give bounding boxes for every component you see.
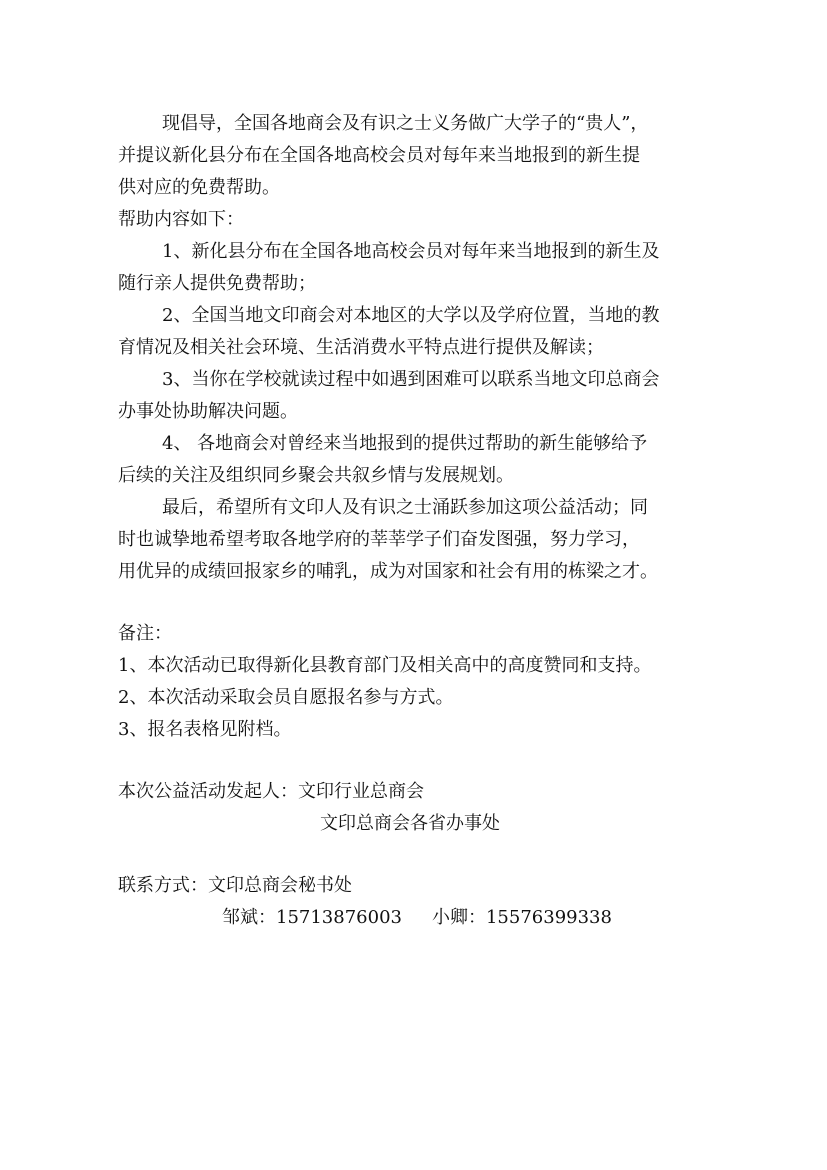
note-1: 1、本次活动已取得新化县教育部门及相关高中的高度赞同和支持。: [118, 655, 652, 676]
spacer: [118, 746, 708, 776]
contact-line-1: 联系方式：文印总商会秘书处: [118, 875, 352, 896]
help-item-2-line-2: 育情况及相关社会环境、生活消费水平特点进行提供及解读；: [118, 337, 604, 358]
help-item-3-line-1: 3、当你在学校就读过程中如遇到困难可以联系当地文印总商会: [162, 369, 660, 390]
help-item-4-line-2: 后续的关注及组织同乡聚会共叙乡情与发展规划。: [118, 465, 514, 486]
closing-line-2: 时也诚挚地希望考取各地学府的莘莘学子们奋发图强，努力学习，: [118, 529, 640, 550]
help-item-3-line-2: 办事处协助解决问题。: [118, 401, 298, 422]
intro-line-1: 现倡导，全国各地商会及有识之士义务做广大学子的“贵人”，: [162, 113, 649, 134]
help-item-1-line-1: 1、新化县分布在全国各地高校会员对每年来当地报到的新生及: [162, 241, 660, 262]
contact-person-2: 小卿：15576399338: [431, 907, 612, 928]
note-2: 2、本次活动采取会员自愿报名参与方式。: [118, 687, 454, 708]
spacer: [118, 588, 708, 618]
help-item-4-line-1: 4、 各地商会对曾经来当地报到的提供过帮助的新生能够给予: [162, 433, 648, 454]
contact-line-2: [118, 902, 708, 934]
note-3: 3、报名表格见附档。: [118, 719, 292, 740]
help-heading: 帮助内容如下：: [118, 209, 244, 230]
contact-person-1: 邹斌：15713876003: [222, 907, 402, 928]
notes-heading: 备注：: [118, 623, 172, 644]
document-page: [118, 108, 708, 934]
help-item-1-line-2: 随行亲人提供免费帮助；: [118, 273, 316, 294]
sponsor-line-2: 文印总商会各省办事处: [320, 813, 500, 834]
closing-line-1: 最后，希望所有文印人及有识之士涌跃参加这项公益活动；同: [162, 497, 648, 518]
intro-line-3: 供对应的免费帮助。: [118, 177, 280, 198]
closing-line-3: 用优异的成绩回报家乡的哺乳，成为对国家和社会有用的栋梁之才。: [118, 561, 658, 582]
sponsor-line-1: 本次公益活动发起人：文印行业总商会: [118, 781, 424, 802]
spacer: [118, 840, 708, 870]
intro-line-2: 并提议新化县分布在全国各地高校会员对每年来当地报到的新生提: [118, 145, 640, 166]
help-item-2-line-1: 2、全国当地文印商会对本地区的大学以及学府位置，当地的教: [162, 305, 660, 326]
